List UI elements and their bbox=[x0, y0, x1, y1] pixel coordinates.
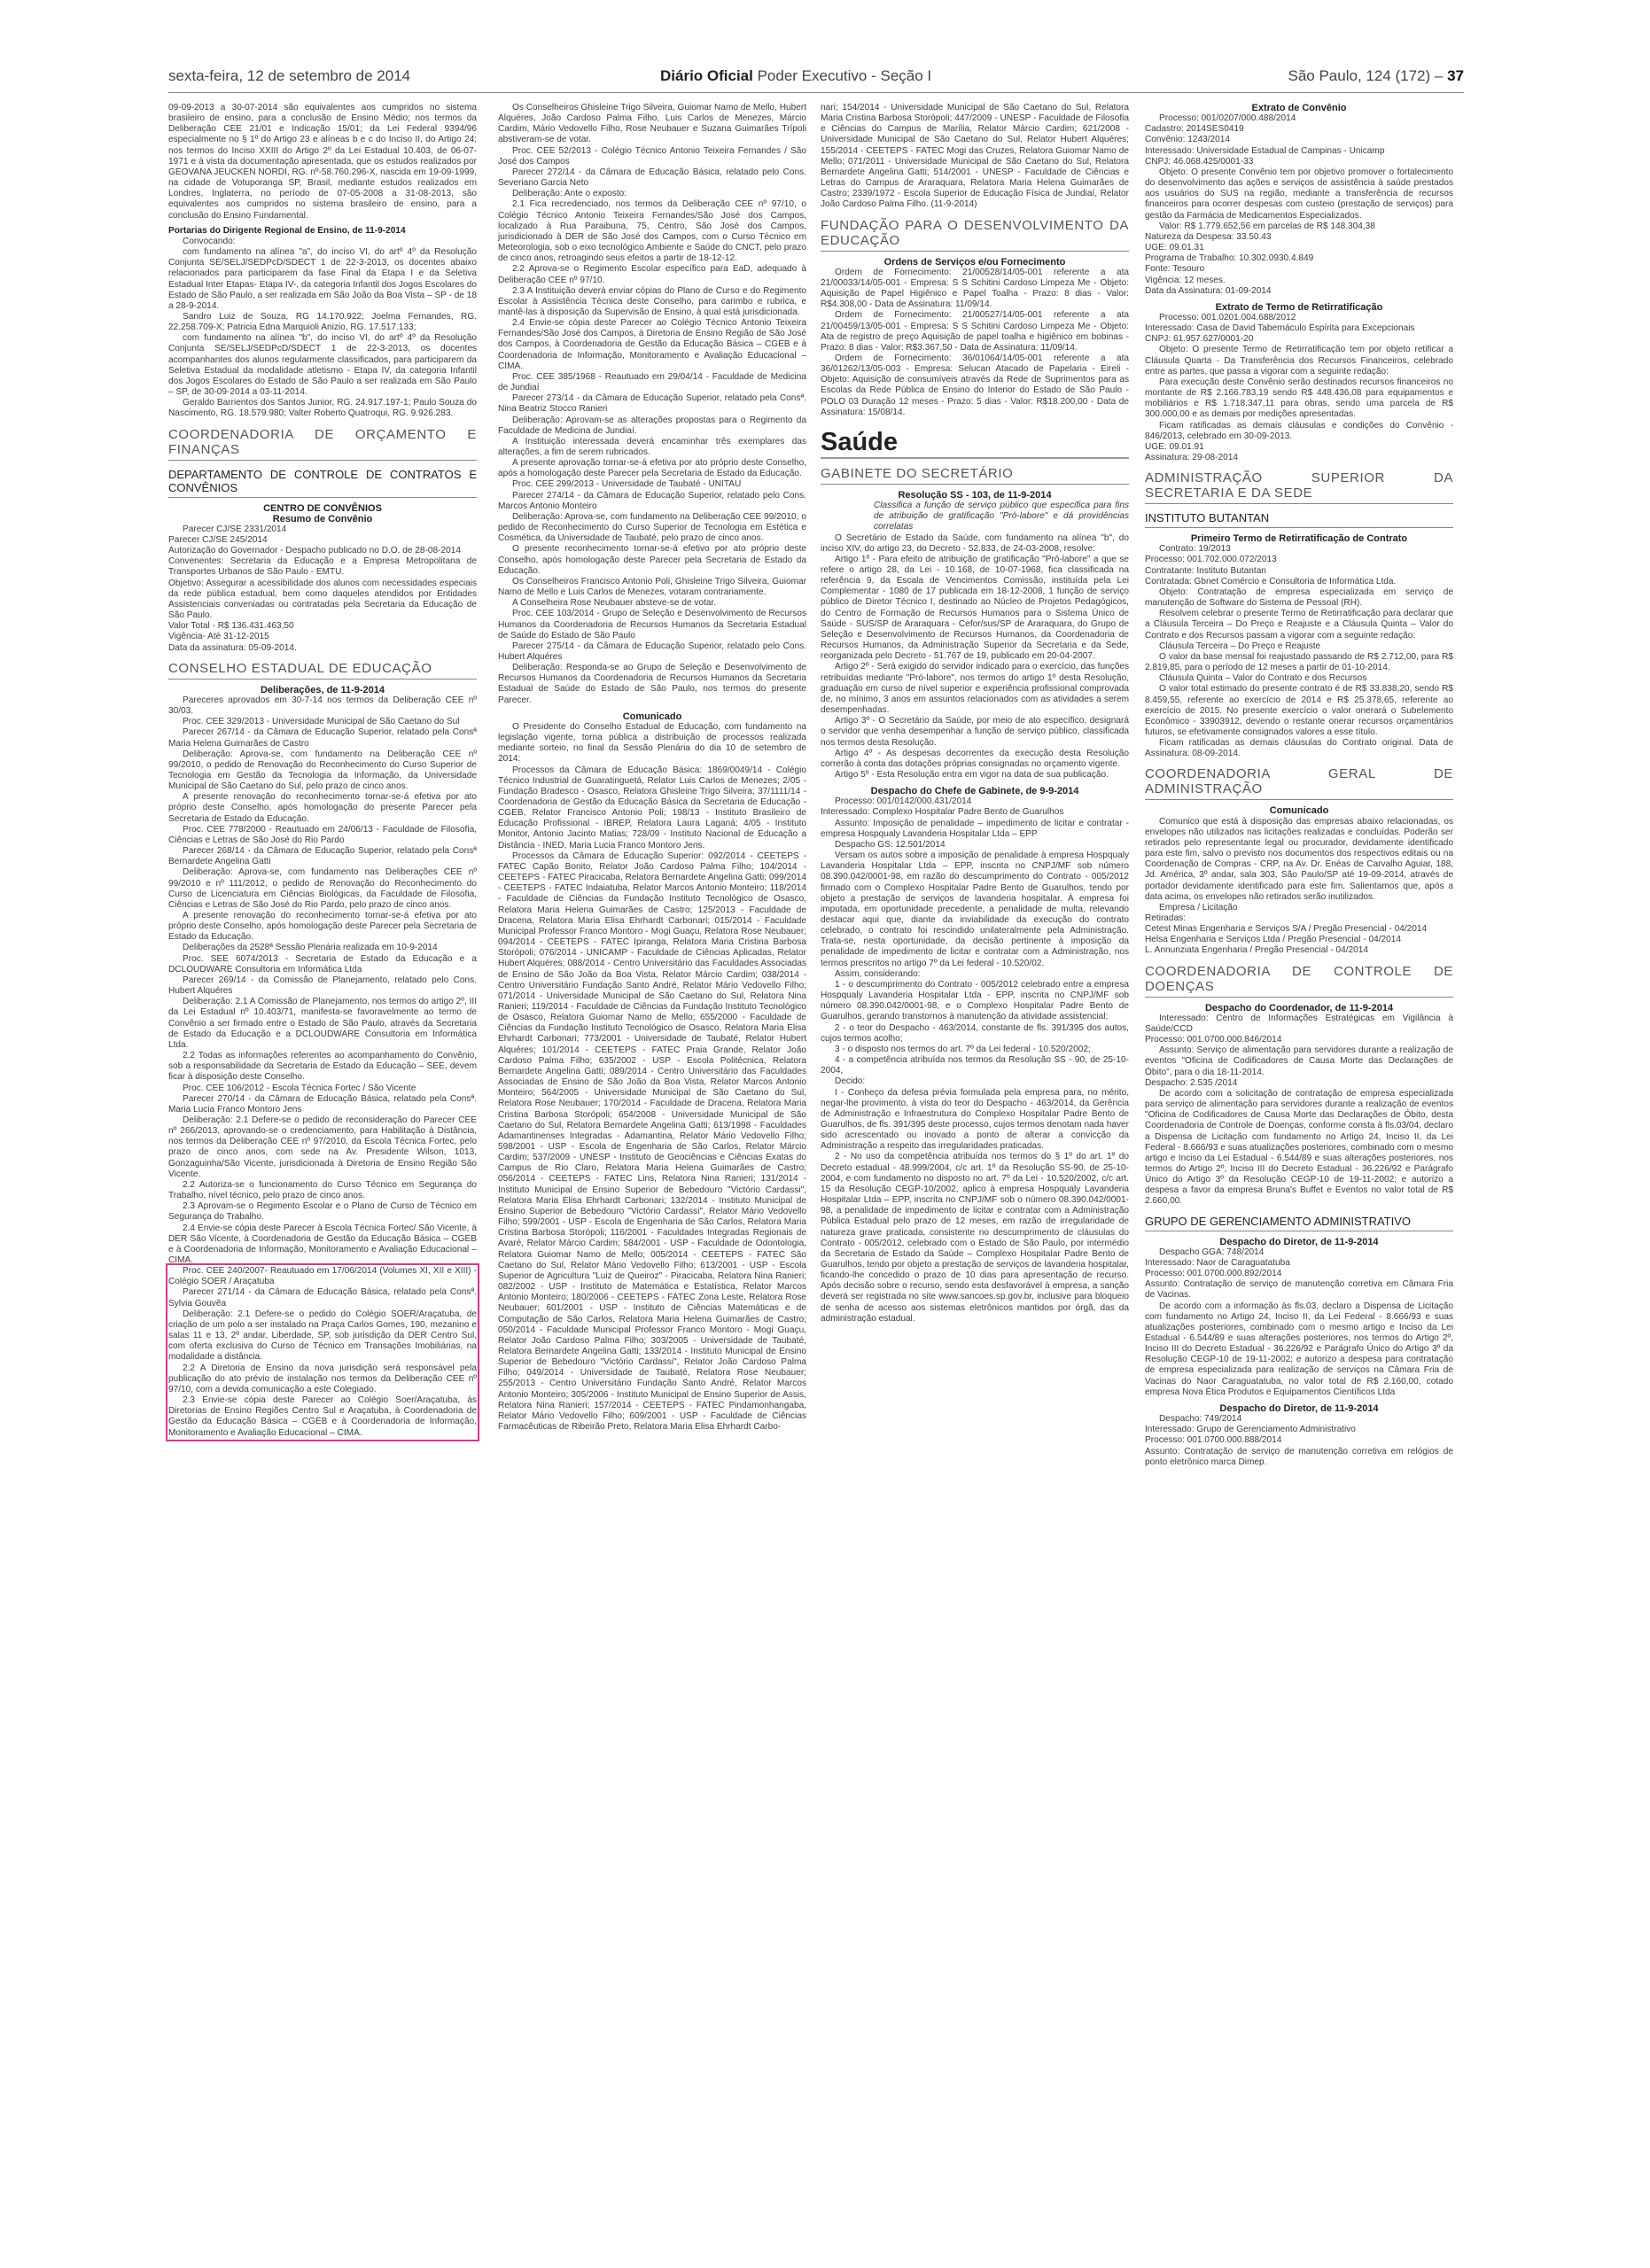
paragraph: Parecer 271/14 - da Câmara de Educação Básica, relatado pela Consª. Sylvia Gouvêa bbox=[168, 1287, 477, 1309]
paragraph: Deliberação: Aprova-se, com fundamento na Deliberação CEE 99/2010, o pedido de Reconhecimento do Curso Superior de Tecnologia em Estética e Cosmética, da Universidade de Taubaté, pelo prazo de cinco anos. bbox=[498, 511, 806, 544]
page-header bbox=[168, 67, 1464, 90]
paragraph: Parecer CJ/SE 2331/2014 Parecer CJ/SE 245/2014 Autorização do Governador - Despacho publicado no D.O. de 28-08-2014 Convenentes: Secretaria da Educação e a Empresa Metropolitana de Transportes Urbanos de São Paulo - EMTU. Objetivo: Assegurar a acessibilidade dos alunos com necessidades especiais da rede pública estadual, bem como daqueles atendidos por Entidades Assistenciais conveniadas ou contratadas pela Secretaria da Educação de São Paulo. Valor Total - R$ 136.431.463,50 Vigência- Até 31-12-2015 Data da assinatura: 05-09-2014. bbox=[168, 524, 477, 653]
paragraph: Parecer 269/14 - da Comissão de Planejamento, relatado pelo Cons. Hubert Alquéres bbox=[168, 975, 477, 997]
paragraph: I - Conheço da defesa prévia formulada pela empresa para, no mérito, negar-lhe provimento, à vista do teor do Despacho - 463/2014, da Gerência de Administração e Infraestrutura do Complexo Hospitalar Padre Bento de Guarulhos, de fls. 391/395 deste processo, cujos termos denotam nada haver sido acrescentado ou inovado a ponto de alterar a convicção da Administração a respeito das irregularidades praticadas. bbox=[821, 1087, 1129, 1152]
paragraph: Deliberação: Ante o exposto: bbox=[512, 189, 627, 199]
edition-info bbox=[1288, 67, 1465, 85]
section-title: CONSELHO ESTADUAL DE EDUCAÇÃO bbox=[168, 661, 477, 680]
subsection-heading: Extrato de Termo de Retirratificação bbox=[1215, 301, 1383, 313]
paragraph: Parecer 273/14 - da Câmara de Educação Superior, relatado pela Consª. Nina Beatriz Stocco Ranieri bbox=[498, 393, 806, 415]
paragraph: Despacho GGA: 748/2014 Interessado: Naor de Caraguatatuba Processo: 001.0700.000.892/2014 Assunto: Contratação de serviço de manutenção corretiva em Câmara Fria de Vacinas. bbox=[1145, 1247, 1453, 1301]
paragraph: Ficam ratificadas as demais cláusulas do Contrato original. Data de Assinatura: 08-09-2014. bbox=[1145, 738, 1453, 759]
paragraph: Cláusula Terceira – Do Preço e Reajuste bbox=[1159, 641, 1321, 651]
subsection-heading: Ordens de Serviços e/ou Fornecimento bbox=[883, 256, 1066, 268]
paragraph: Assunto: Imposição de penalidade – impedimento de licitar e contratar - empresa Hospqualy Lavanderia Hospitalar Ltda – EPP bbox=[821, 818, 1129, 839]
paragraph: 1 - o descumprimento do Contrato - 005/2012 celebrado entre a empresa Hospqualy Lavanderia Hospitalar Ltda - EPP, inscrita no CNPJ/MF sob número 08.390.042/0001-98, e o Complexo Hospitalar Padre Bento de Guarulhos, gerando transtornos à manutenção da atividade assistencial; bbox=[821, 979, 1129, 1022]
subsection-heading: Despacho do Chefe de Gabinete, de 9-9-2014 bbox=[870, 786, 1079, 797]
department-title: DEPARTAMENTO DE CONTROLE DE CONTRATOS E CONVÊNIOS bbox=[168, 468, 477, 498]
paragraph: Empresa / Licitação Retiradas: Cetest Minas Engenharia e Serviços S/A / Pregão Presencial - 04/2014 Helsa Engenharia e Serviços Ltda / Pregão Presencial - 04/2014 L. Annunziata Engenharia / Pregão Presencial - 04/2014 bbox=[1145, 902, 1428, 956]
paragraph: Deliberação: 2.1 A Comissão de Planejamento, nos termos do artigo 2º, III da Lei Estadual nº 10.403/71, manifesta-se favoravelmente ao termo de Convênio a ser firmado entre o Estado de São Paulo, através da Secretaria de Estado da Educação e a DCLOUDWARE Consultoria em Informática Ltda. bbox=[168, 997, 477, 1050]
section-heading: Portarias do Dirigente Regional de Ensino, de 11-9-2014 bbox=[168, 225, 406, 236]
paragraph: Pareceres aprovados em 30-7-14 nos termos da Deliberação CEE nº 30/03. bbox=[168, 695, 477, 717]
publication-section: Poder Executivo - Seção I bbox=[752, 67, 932, 84]
paragraph: Processos da Câmara de Educação Superior: 092/2014 - CEETEPS - FATEC Capão Bonito, Relator João Cardoso Palma Filho; 104/2014 - CEETEPS - FATEC Piracicaba, Relatora Bernardete Angelina Gatti; 099/2014 - CEETEPS - FATEC Indaiatuba, Relator Marcos Antonio Monteiro; 118/2014 - Faculdade de Ciências da Fundação Instituto Tecnológico de Osasco, Relatora Maria Helena Guimarães de Castro; 125/2013 - Faculdade de Dracena, Relatora Maria Elisa Ehrhardt Carbonari; 015/2014 - Faculdade Municipal Professor Franco Montoro - Mogi Guaçu, Relatora Rose Neubauer; 094/2014 - CEETEPS - FATEC Ipiranga, Relatora Maria Cristina Barbosa Storópoli; 076/2014 - UNICAMP - Faculdade de Ciências Aplicadas, Relator Hubert Alquéres; 088/2014 - Centro Universitário das Faculdades Associadas de Ensino de São João da Boa Vista, Relator Márcio Cardim; 038/2014 - Centro Universitário Fundação Santo André, Relator Mário Vedovello Filho; 071/2014 - Universidade Municipal de São Caetano do Sul, Relatora Nina Ranieri; 119/2014 - Faculdade de Ciências da Fundação Instituto Tecnológico de Osasco, Relatora Guiomar Namo de Mello; 655/2000 - Faculdade de Ciências da Fundação Instituto Tecnológico de Osasco, Relatora Maria Elisa Ehrhardt Carbonari; 773/2001 - Universidade de Taubaté, Relator Hubert Alquéres; 101/2014 - CEETEPS - FATEC Praia Grande, Relator João Cardoso Palma Filho; 635/2002 - USP - Escola Politécnica, Relatora Bernardete Angelina Gatti; 089/2014 - Centro Universitário das Faculdades Associadas de Ensino de São João da Boa Vista, Relator Marcos Antonio Monteiro; 564/2005 - Universidade Municipal de São Caetano do Sul, Relatora Rose Neubauer; 170/2014 - Faculdade de Dracena, Relatora Maria Cristina Barbosa Storópoli; 654/2008 - Universidade Municipal de São Caetano do Sul, Relatora Bernardete Angelina Gatti; 613/1998 - Faculdades Adamantinenses Integradas - Adamantina, Relator Mário Vedovello Filho; 598/2001 - USP - Escola de Engenharia de São Carlos, Relator Márcio Cardim; 537/2009 - UNESP - Instituto de Geociências e Ciências Exatas do Campus de Rio Claro, Relatora Maria Helena Guimarães de Castro; 056/2014 - CEETEPS - FATEC Lins, Relatora Nina Ranieri; 131/2014 - Instituto Municipal de Ensino Superior de Bebedouro "Victório Cardassi", Relatora Maria Elisa Ehrhardt Carbonari; 132/2014 - Instituto Municipal de Ensino Superior de Bebedouro "Victório Cardassi", Relator Mário Vedovello Filho; 599/2001 - USP - Escola de Engenharia de São Carlos, Relatora Maria Cristina Barbosa Storópoli; 116/2001 - Faculdades Integradas Regionais de Avaré, Relator Márcio Cardim; 584/2001 - USP - Faculdade de Odontologia, Relatora Guiomar Namo de Mello; 005/2014 - CEETEPS - FATEC São Caetano do Sul, Relator Mário Vedovello Filho; 613/2001 - USP - Escola Superior de Agricultura "Luiz de Queiroz" - Piracicaba, Relatora Nina Ranieri; 082/2002 - USP - Instituto de Matemática e Estatística, Relator Marcos Antonio Monteiro; 180/2006 - CEETEPS - FATEC Zona Leste, Relatora Rose Neubauer; 601/2001 - USP - Instituto de Ciências Matemáticas e de Computação de São Carlos, Relatora Maria Helena Guimarães de Castro; 050/2014 - Faculdade Municipal Professor Franco Montoro - Mogi Guaçu, Relator João Cardoso Palma Filho; 303/2005 - Universidade de Taubaté, Relatora Bernardete Angelina Gatti; 133/2014 - Instituto Municipal de Ensino Superior de Bebedouro "Victório Cardassi", Relator João Cardoso Palma Filho; 049/2014 - Universidade de Taubaté, Relatora Rose Neubauer; 255/2013 - Centro Universitário Fundação Santo André, Relator Marcos Antonio Monteiro; 305/2006 - Instituto Municipal de Ensino Superior de Assis, Relatora Nina Ranieri; 157/2014 - CEETEPS - FATEC Pindamonhangaba, Relator Mário Vedovello Filho; 609/2001 - USP - Faculdade de Ciências Farmacêuticas de Ribeirão Preto, Relatora Maria Elisa Ehrhardt Carbo- bbox=[498, 850, 806, 1433]
subsection-heading: Deliberações, de 11-9-2014 bbox=[260, 684, 385, 695]
paragraph: Artigo 5º - Esta Resolução entra em vigor na data de sua publicação. bbox=[835, 769, 1109, 780]
paragraph: Convocando: bbox=[183, 236, 236, 246]
paragraph: 2.2 Aprova-se o Regimento Escolar específico para EaD, adequado à Deliberação CEE nº 97/10. bbox=[498, 264, 806, 285]
header-rule bbox=[168, 92, 1464, 93]
paragraph: A presente aprovação tornar-se-á efetiva por ato próprio deste Conselho, após a homologação deste Parecer pela Secretaria de Estado da Educação. bbox=[498, 458, 806, 479]
paragraph: Despacho: 749/2014 Interessado: Grupo de Gerenciamento Administrativo Processo: 001.0700.000.888/2014 Assunto: Contratação de serviço de manutenção corretiva em relógios de ponto eletrônico marca Dimep. bbox=[1145, 1414, 1453, 1467]
paragraph: Proc. CEE 329/2013 - Universidade Municipal de São Caetano do Sul bbox=[183, 717, 460, 727]
paragraph: 3 - o disposto nos termos do art. 7º da Lei federal - 10.520/2002; bbox=[835, 1044, 1091, 1054]
paragraph: Processo: 001/0207/000.488/2014 Cadastro: 2014SES0419 Convênio: 1243/2014 Interessado: Universidade Estadual de Campinas - Unicamp CNPJ: 46.068.425/0001-33 bbox=[1145, 113, 1385, 167]
paragraph: Parecer 267/14 - da Câmara de Educação Superior, relatado pela Consª Maria Helena Guimarães de Castro bbox=[168, 727, 477, 749]
department-title: INSTITUTO BUTANTAN bbox=[1145, 511, 1453, 528]
publication-name bbox=[660, 67, 931, 85]
paragraph: Deliberação: Aprovam-se as alterações propostas para o Regimento da Faculdade de Medicina de Jundiaí. bbox=[498, 415, 806, 436]
paragraph: Cláusula Quinta – Valor do Contrato e dos Recursos bbox=[1159, 673, 1367, 684]
paragraph: Proc. CEE 106/2012 - Escola Técnica Fortec / São Vicente bbox=[183, 1083, 416, 1093]
paragraph: Assunto: Serviço de alimentação para servidores durante a realização de eventos "Oficina de Codificadores de Causa Morte das Declarações de Óbito", para o dia 18-11-2014. Despacho: 2.535 /2014 bbox=[1145, 1045, 1453, 1088]
paragraph: Processo: 001/0142/000.431/2014 Interessado: Complexo Hospitalar Padre Bento de Guarulhos bbox=[821, 796, 1064, 818]
chapter-title: Saúde bbox=[821, 427, 1129, 459]
paragraph: Deliberação: Responda-se ao Grupo de Seleção e Desenvolvimento de Recursos Humanos da Coordenadoria de Recursos Humanos da Secretaria Estadual de Saúde do Estado de São Paulo, nos termos do presente Parecer. bbox=[498, 663, 806, 705]
paragraph: De acordo com a solicitação de contratação de empresa especializada para serviço de alimentação para servidores durante a realização de eventos "Oficina de Codificadores de Causa Morte das Declarações de Óbito, desta Coordenadoria de Controle de Doenças, conforme consta à fls.03/04, declaro a Dispensa de Licitação com fundamento no Artigo 24, Inciso II, da Lei Federal - 8.666/93 e suas atualizações posteriores, combinado com o mesmo artigo e Inciso da Lei Estadual - 6.544/89 e suas alterações posteriores, nos termos do Artigo 2º, Inciso III do Decreto Estadual - 36.226/92 e Parágrafo Único do Artigo 3º da Resolução CEGP-10 de 19-11-2002; e autorizo a despesa a favor da empresa Bruna's Buffet e Eventos no valor total de R$ 2.660,00. bbox=[1145, 1088, 1453, 1207]
paragraph: 2 - o teor do Despacho - 463/2014, constante de fls. 391/395 dos autos, cujos termos acolho; bbox=[821, 1022, 1129, 1044]
paragraph: Objeto: Contratação de empresa especializada em serviço de manutenção de Software do Sistema de Pessoal (RH). bbox=[1145, 586, 1453, 609]
column-2 bbox=[498, 103, 806, 1433]
paragraph: 2.1 Fica recredenciado, nos termos da Deliberação CEE nº 97/10, o Colégio Técnico Antonio Teixeira Fernandes/São José dos Campos, localizado à Rua Paraibuna, 75, Centro, São José dos Campos, jurisdicionado à DER de São José dos Campos, com o Curso Técnico em Meteorologia, sob o eixo tecnológico Ambiente e Saúde do CNCT, pelo prazo de cinco anos, retroagindo seus efeitos a partir de 18-12-12. bbox=[498, 199, 806, 264]
paragraph: Os Conselheiros Ghisleine Trigo Silveira, Guiomar Namo de Mello, Hubert Alquéres, João Cardoso Palma Filho, Luis Carlos de Menezes, Márcio Cardim, Mário Vedovello Filho, Rose Neubauer e Suzana Guimarães Trípoli abstiveram-se de votar. bbox=[498, 103, 806, 145]
paragraph: O Presidente do Conselho Estadual de Educação, com fundamento na legislação vigente, torna pública a distribuição de processos realizada mediante sorteio, no final da Sessão Plenária do dia 10 de setembro de 2014: bbox=[498, 721, 806, 765]
subsection-heading: Resolução SS - 103, de 11-9-2014 bbox=[898, 489, 1052, 501]
paragraph: Deliberação: Aprova-se, com fundamento na Deliberação CEE nº 99/2010, o pedido de Renovação do Reconhecimento do Curso Superior de Tecnologia em Gestão da Tecnologia da Informação, da Universidade Municipal de São Caetano do Sul, pelo prazo de cinco anos. bbox=[168, 749, 477, 792]
paragraph: 2.4 Envie-se cópia deste Parecer ao Colégio Técnico Antonio Teixeira Fernandes/São José dos Campos, à Diretoria de Ensino Região de São José dos Campos, à Coordenadoria de Gestão da Educação Básica – CGEB e à Coordenadoria de Informação, Monitoramento e Avaliação Educacional – CIMA. bbox=[498, 318, 806, 371]
subsection-heading: Despacho do Diretor, de 11-9-2014 bbox=[1219, 1402, 1379, 1414]
paragraph: Contrato: 19/2013 Processo: 001.702.000.072/2013 Contratante: Instituto Butantan Contratada: Gbnet Comércio e Consultoria de Informática Ltda. bbox=[1145, 544, 1397, 586]
paragraph: Artigo 4º - As despesas decorrentes da execução desta Resolução correrão à conta das dotações próprias consignadas no orçamento vigente. bbox=[821, 748, 1129, 769]
paragraph: Processos da Câmara de Educação Básica: 1869/0049/14 - Colégio Técnico Industrial de Guaratinguetá, Relator Luis Carlos de Menezes; 2/05 - Fundação Bradesco - Osasco, Relatora Ghisleine Trigo Silveira; 37/1111/14 - Coordenadoria de Gestão da Educação Básica da Secretaria de Educação - CGEB, Relator Francisco Antonio Poli; 198/13 - Instituto Brasileiro de Educação Profissional - IBREP, Relatora Laura Laganá; 4/05 - Instituto Monitor, Antonio Jacinto Matias; 728/09 - Instituto Nacional de Educação a Distância - INED, Maria Lucia Franco Montoro Jens. bbox=[498, 765, 806, 850]
paragraph: Geraldo Barrientos dos Santos Junior, RG. 24.917.197-1; Paulo Souza do Nascimento, RG. 18.579.980; Valter Roberto Quatroqui, RG. 9.926.283. bbox=[168, 398, 477, 419]
publication-title: Diário Oficial bbox=[660, 67, 753, 84]
paragraph: Para execução deste Convênio serão destinados recursos financeiros no montante de R$ 2.166.783,19 sendo R$ 448.436,08 para equipamentos e mobiliários e R$ 1.718.347,11 para obras, sendo uma parcela de R$ 300.000,00 e as demais por medições apresentadas. bbox=[1145, 377, 1453, 420]
paragraph: com fundamento na alínea "b", do inciso VI, do artº 4º da Resolução Conjunta SE/SELJ/SEDPcD/SDECT 1 de 22-3-2013, os docentes acompanhantes dos alunos regularmente classificados, para participarem da Seletiva Estadual da modalidade atletismo - Etapa IV, da categoria Infantil dos Jogos Escolares do Estado de São Paulo a ser realizada em São Paulo – SP, de 30-09-2014 a 03-11-2014. bbox=[168, 333, 477, 398]
column-1 bbox=[168, 103, 477, 1439]
paragraph: com fundamento na alínea "a", do inciso VI, do artº 4º da Resolução Conjunta SE/SELJ/SEDPcD/SDECT 1 de 22-3-2013, os docentes abaixo relacionados para participarem da fase Final da Etapa I e da Seletiva Estadual Inter Etapas- Etapa IV-, da categoria Infantil dos Jogos Escolares do Estado de São Paulo, a ser realizada em São João da Boa Vista – SP - de 18 a 28-9-2014. bbox=[168, 247, 477, 311]
paragraph: Ordem de Fornecimento: 36/01064/14/05-001 referente a ata 36/01262/13/05-003 - Empresa: Selucan Atacado de Papelaria - Eireli - Objeto: Aquisição de consumíveis através da Rede de Suprimentos para as Escolas da Rede Pública de Ensino do Interior do Estado de São Paulo - POLO 03 Duração 12 meses - Prazo: 5 dias - Valor: R$18.200,00 - Data de Assinatura: 15/08/14. bbox=[821, 353, 1129, 417]
paragraph: nari; 154/2014 - Universidade Municipal de São Caetano do Sul, Relatora Maria Cristina Barbosa Storópoli; 447/2009 - UNESP - Faculdade de Filosofia e Ciências do Campus de Marília, Relator Márcio Cardim; 621/2008 - Universidade Municipal de São Caetano do Sul, Relator Hubert Alquéres; 155/2014 - CEETEPS - FATEC Mogi das Cruzes, Relatora Guiomar Namo de Mello; 071/2011 - Universidade Municipal de São Caetano do Sul, Relatora Bernardete Angelina Gatti; 514/2001 - UNESP - Faculdade de Ciências e Letras do Campus de Araraquara, Relatora Maria Helena Guimarães de Castro; 2339/1972 - Escola Superior de Educação Física de Jundiaí, Relator João Cardoso Palma Filho. (11-9-2014) bbox=[821, 103, 1129, 210]
paragraph: 2.3 Envie-se cópia deste Parecer ao Colégio Soer/Araçatuba, às Diretorias de Ensino Regiões Centro Sul e Araçatuba, à Coordenadoria de Gestão da Educação Básica – CGEB e à Coordenadoria de Informação, Monitoramento e Avaliação Educacional – CIMA. bbox=[168, 1395, 477, 1438]
paragraph: 4 - a competência atribuída nos termos da Resolução SS - 90, de 25-10-2004, bbox=[821, 1055, 1129, 1076]
paragraph: Proc. CEE 778/2000 - Reautuado em 24/06/13 - Faculdade de Filosofia, Ciências e Letras de São José do Rio Pardo bbox=[168, 824, 477, 845]
subsection-heading: Primeiro Termo de Retirratificação de Contrato bbox=[1190, 533, 1408, 545]
paragraph: A presente renovação do reconhecimento tornar-se-á efetiva por ato próprio deste Conselho, após homologação deste Parecer pela Secretaria de Estado da Educação. bbox=[168, 911, 477, 943]
paragraph: Parecer 272/14 - da Câmara de Educação Básica, relatado pelo Cons. Severiano Garcia Neto bbox=[498, 167, 806, 189]
paragraph: De acordo com a informação às fls.03, declaro a Dispensa de Licitação com fundamento no Artigo 24, Inciso II, da Lei Federal - 8.666/93 e suas atualizações posteriores, combinado com o mesmo artigo e Inciso da Lei Estadual - 6.544/89 e suas alterações posteriores, nos termos do Artigo 2º, Inciso III do Decreto Estadual - 36.226/92 e Parágrafo Único do Artigo 3º da Resolução CEGP-10 de 19-11-2002; e autorizo a despesa para contratação de empresa especializada para realização de serviços na Câmara Fria de Vacinas do Naor Caraguatatuba, no valor total de R$ 2.160,00, cotado empresa Nova Ética Produtos e Equipamentos Científicos Ltda bbox=[1145, 1301, 1453, 1397]
paragraph: O presente reconhecimento tornar-se-á efetivo por ato próprio deste Conselho, após homologação deste Parecer pela Secretaria de Estado da Educação. bbox=[498, 544, 806, 576]
paragraph: Objeto: O presente Termo de Retirratificação tem por objeto retificar a Cláusula Quarta - Da Transferência dos Recursos Financeiros, celebrado entre as partes, que passa a vigorar com a seguinte redação: bbox=[1145, 345, 1453, 377]
column-3 bbox=[821, 103, 1129, 1324]
paragraph: Proc. CEE 240/2007- Reautuado em 17/06/2014 (Volumes XI, XII e XIII) - Colégio SOER / Araçatuba bbox=[168, 1266, 477, 1287]
issue-date: sexta-feira, 12 de setembro de 2014 bbox=[168, 67, 411, 84]
paragraph: Versam os autos sobre a imposição de penalidade à empresa Hospqualy Lavanderia Hospitalar Ltda – EPP, inscrita no CNPJ/MF sob número 08.390.042/0001-98, em razão do descumprimento do Contrato - 005/2012 firmado com o Complexo Hospitalar Padre Bento de Guarulhos, tendo por objeto a prestação de serviços de lavanderia hospitalar. À empresa foi imputada, em oportunidade precedente, a penalidade de multa, relevando destacar aqui que, diante da inviabilidade da execução do contrato celebrado, o contrato foi rescindido unilateralmente pela Administração. Trata-se, nesta oportunidade, da decisão pertinente à imposição da penalidade de impedimento de licitar e contratar com a Administração, nos termos prescritos no artigo 7º da Lei federal - 10.520/02. bbox=[821, 850, 1129, 968]
section-title: COORDENADORIA DE CONTROLE DE DOENÇAS bbox=[1145, 964, 1453, 998]
paragraph: Sandro Luiz de Souza, RG 14.170.922; Joelma Fernandes, RG. 22.258.709-X; Patricia Edna Marquioli Anizio, RG. 17.517.133; bbox=[168, 311, 477, 333]
paragraph: Processo: 001.0201.004.688/2012 Interessado: Casa de David Tabernáculo Espírita para Excepcionais CNPJ: 61.957.627/0001-20 bbox=[1145, 312, 1415, 345]
subsection-heading: Extrato de Convênio bbox=[1251, 103, 1347, 113]
subsection-heading: Despacho do Coordenador, de 11-9-2014 bbox=[1204, 1002, 1394, 1014]
paragraph: 2.2 A Diretoria de Ensino da nova jurisdição será responsável pela publicação do ato prévio de instalação nos termos da Deliberação CEE nº 97/10, com a devida comunicação a este Colegiado. bbox=[168, 1363, 477, 1394]
paragraph: Resolvem celebrar o presente Termo de Retirratificação para declarar que a Cláusula Terceira – Do Preço e Reajuste e a Cláusula Quinta – Valor do Contrato e dos Recursos passam a vigorar com a seguinte redação: bbox=[1145, 609, 1453, 641]
section-title: COORDENADORIA DE ORÇAMENTO E FINANÇAS bbox=[168, 427, 477, 461]
paragraph: Artigo 3º - O Secretário da Saúde, por meio de ato específico, designará o servidor que venha desempenhar a função de serviço público, classificada nos termos desta Resolução. bbox=[821, 716, 1129, 748]
resolution-summary: Classifica a função de serviço público que especifica para fins de atribuição de gratificação "Pró-labore" e dá providências correlatas bbox=[874, 501, 1129, 532]
paragraph: Proc. CEE 52/2013 - Colégio Técnico Antonio Teixeira Fernandes / São José dos Campos bbox=[498, 145, 806, 167]
subsection-heading: CENTRO DE CONVÊNIOS bbox=[263, 502, 382, 514]
paragraph: Parecer 268/14 - da Câmara de Educação Superior, relatado pela Consª Bernardete Angelina Gatti bbox=[168, 846, 477, 867]
paragraph: 2.2 Autoriza-se o funcionamento do Curso Técnico em Segurança do Trabalho, nível técnico, pelo prazo de cinco anos. bbox=[168, 1179, 477, 1201]
paragraph: 2.3 A Instituição deverá enviar cópias do Plano de Curso e do Regimento Escolar à Assistência Técnica deste Conselho, para carimbo e rubrica, e mantê-las à disposição da Supervisão de Ensino, à qual está jurisdicionada. bbox=[498, 285, 806, 317]
paragraph: A Instituição interessada deverá encaminhar três exemplares das alterações, a fim de serem rubricados. bbox=[498, 436, 806, 457]
paragraph: O Secretário de Estado da Saúde, com fundamento na alínea "b", do inciso XIV, do artigo 23, do Decreto - 52.833, de 24-03-2008, resolve: bbox=[821, 532, 1129, 554]
paragraph: Proc. CEE 299/2013 - Universidade de Taubaté - UNITAU bbox=[512, 479, 742, 490]
paragraph: Ordem de Fornecimento: 21/00527/14/05-001 referente a ata 21/00459/13/05-001 - Empresa: S S Schitini Cardoso Limpeza Me - Objeto: Ata de registro de preço Aquisição de papel toalha e higiênico em bobinas - Prazo: 8 dias - Valor: R$3.367,50 - Data de Assinatura: 11/09/14. bbox=[821, 310, 1129, 353]
paragraph: 2.3 Aprovam-se o Regimento Escolar e o Plano de Curso de Técnico em Segurança do Trabalho. bbox=[168, 1201, 477, 1223]
subsection-heading: Comunicado bbox=[622, 711, 682, 722]
paragraph: Interessado: Centro de Informações Estratégicas em Vigilância à Saúde/CCD Processo: 001.0700.000.846/2014 bbox=[1145, 1013, 1453, 1045]
paragraph: Assim, considerando: bbox=[835, 968, 921, 979]
highlighted-block bbox=[168, 1266, 477, 1439]
paragraph: Os Conselheiros Francisco Antonio Poli, Ghisleine Trigo Silveira, Guiomar Namo de Mello e Luis Carlos de Menezes, votaram contrariamente. bbox=[498, 576, 806, 598]
paragraph: Proc. SEE 6074/2013 - Secretaria de Estado da Educação e a DCLOUDWARE Consultoria em Informática Ltda bbox=[168, 953, 477, 975]
paragraph: Deliberação: 2.1 Defere-se o pedido do Colégio SOER/Araçatuba, de criação de um polo a ser instalado na Praça Carlos Gomes, 190, mezanino e salas 11 e 13, 2º andar, Liberdade, SP, sob jurisdição da DER Centro Sul, com oferta exclusiva do Curso de Técnico em Transações Imobiliárias, na modalidade a distância. bbox=[168, 1309, 477, 1363]
section-title: GABINETE DO SECRETÁRIO bbox=[821, 466, 1129, 485]
paragraph: Ordem de Fornecimento: 21/00528/14/05-001 referente a ata 21/00033/14/05-001 - Empresa: S S Schitini Cardoso Limpeza Me - Objeto: Aquisição de Papel Higiênico e Papel Toalha - Prazo: 8 dias - Valor: R$4.308,00 - Data de Assinatura: 11/09/14. bbox=[821, 267, 1129, 310]
paragraph: A Conselheira Rose Neubauer absteve-se de votar. bbox=[512, 598, 717, 609]
paragraph: O valor total estimado do presente contrato é de R$ 33.838,20, sendo R$ 8.459,55, referente ao exercício de 2014 e R$ 25.378,65, referente ao exercício de 2015. No presente exercício o valor onerará o Subelemento Econômico - 33903912, devendo o restante onerar recursos orçamentários futuros, se efetivamente consignados valores a esse título. bbox=[1145, 684, 1453, 737]
paragraph: 09-09-2013 a 30-07-2014 são equivalentes aos cumpridos no sistema brasileiro de ensino, para a conclusão de Ensino Médio; nos termos da Deliberação CEE 21/01 e Indicação 15/01; da Lei Federal 9394/96 especialmente no § 1º do Artigo 23 e alíneas b e c do Inciso II, do Artigo 24; nos termos do Inciso XXIII do Artigo 2º da Lei Estadual 10.403, de 06-07-1971 e à vista da documentação apresentada, que os estudos realizados por GEOVANA JEUCKEN NORDI, RG. nº-58.760.296-X, nascida em 19-09-1999, na cidade de Votuporanga SP, Brasil, mediante estudos realizados em Londres, Inglaterra, no período de 07-05-2008 a 31-08-2013, são equivalentes aos cumpridos no sistema brasileiro de ensino, para a conclusão do Ensino Fundamental. bbox=[168, 103, 477, 221]
paragraph: 2.2 Todas as informações referentes ao acompanhamento do Convênio, sob a responsabilidade da Secretaria de Estado da Educação – SEE, devem ficar à disposição deste Conselho. bbox=[168, 1051, 477, 1083]
subsection-heading: Resumo de Convênio bbox=[272, 513, 373, 524]
paragraph: Proc. CEE 103/2014 - Grupo de Seleção e Desenvolvimento de Recursos Humanos da Coordenadoria de Recursos Humanos da Secretaria Estadual de Saúde do Estado de São Paulo bbox=[498, 609, 806, 641]
page-number: 37 bbox=[1447, 67, 1464, 84]
paragraph: A presente renovação do reconhecimento tornar-se-á efetiva por ato próprio deste Conselho, após homologação do presente Parecer pela Secretaria de Estado da Educação. bbox=[168, 792, 477, 824]
department-title: GRUPO DE GERENCIAMENTO ADMINISTRATIVO bbox=[1145, 1215, 1453, 1231]
paragraph: Deliberação: Aprova-se, com fundamento nas Deliberações CEE nº 99/2010 e nº 111/2012, o pedido de Renovação do Reconhecimento do Curso de Licenciatura em Ciências Biológicas, da Faculdade de Filosofia, Ciências e Letras de São José do Rio Pardo, pelo prazo de cinco anos. bbox=[168, 867, 477, 910]
paragraph: Despacho GS: 12.501/2014 bbox=[835, 839, 946, 850]
paragraph: Proc. CEE 385/1968 - Reautuado em 29/04/14 - Faculdade de Medicina de Jundiaí bbox=[498, 371, 806, 393]
paragraph: Parecer 274/14 - da Câmara de Educação Superior, relatado pelo Cons. Marcos Antonio Monteiro bbox=[498, 490, 806, 511]
paragraph: Comunico que está à disposição das empresas abaixo relacionadas, os envelopes não utilizados nas licitações realizadas e concluídas. Poderão ser retirados pelo representante legal ou procurador, devidamente identificado para este fim, salvo o previsto nos documentos dos respectivos editais ou na Coordenação de Compras - CRP, na Av. Dr. Enéas de Carvalho Aguiar, 188, Jd. América, 3º andar, sala 303, São Paulo/SP até 19-09-2014, através de portador devidamente identificado para este fim. Salientamos que, após a data acima, os envelopes não retirados serão inutilizados. bbox=[1145, 816, 1453, 902]
paragraph: Objeto: O presente Convênio tem por objetivo promover o fortalecimento do desenvolvimento das ações e serviços de assistência à saúde prestados aos usuários do SUS na região, mediante a transferência de recursos financeiros para ocorrer despesas com custeio (prestação de serviços) para gestão da Farmácia de Medicamentos Especializados. bbox=[1145, 167, 1453, 221]
paragraph: Deliberações da 2528ª Sessão Plenária realizada em 10-9-2014 bbox=[183, 943, 438, 953]
paragraph: 2.4 Envie-se cópia deste Parecer à Escola Técnica Fortec/ São Vicente, à DER São Vicente, à Coordenadoria de Gestão da Educação Básica – CGEB e à Coordenadoria de Informação, Monitoramento e Avaliação Educacional – CIMA. bbox=[168, 1223, 477, 1265]
paragraph: Parecer 275/14 - da Câmara de Educação Superior, relatado pelo Cons. Hubert Alquéres bbox=[498, 641, 806, 662]
column-4 bbox=[1145, 103, 1453, 1468]
subsection-heading: Despacho do Diretor, de 11-9-2014 bbox=[1219, 1236, 1379, 1247]
paragraph: 2 - No uso da competência atribuída nos termos do § 1º do art. 1º do Decreto estadual - 48.999/2004, c/c art. 1º da Resolução SS-90, de 25-10-2004, e com fundamento no disposto no art. 7º da Lei - 10.520/2002, c/c art. 15 da Resolução CEGP-10/2002, aplico à empresa Hospqualy Lavanderia Hospitalar Ltda – EPP, inscrita no CNPJ/MF sob o número 08.390.042/0001-98, a penalidade de impedimento de licitar e contratar com a Administração Pública Estadual pelo prazo de 12 meses, em razão de irregularidade de natureza grave praticada, consistente no descumprimento de cláusulas do Contrato - 005/2012, celebrado com o Estado de São Paulo, por intermédio da Secretaria de Estado da Saúde – Complexo Hospitalar Padre Bento de Guarulhos, tendo por objeto a prestação de serviços de lavanderia hospitalar, ficando-lhe concedido o prazo de 10 dias para apresentação de recurso. Após decisão sobre o recurso, sendo esta desfavorável à empresa, a sanção deverá ser registrada no site www.sancoes.sp.gov.br, inclusive para bloqueio de senha de acesso aos sistemas eletrônicos mantidos por órgã, das da administração estadual. bbox=[821, 1152, 1129, 1324]
section-title: FUNDAÇÃO PARA O DESENVOLVIMENTO DA EDUCAÇÃO bbox=[821, 218, 1129, 252]
paragraph: Valor: R$ 1.779.652,56 em parcelas de R$ 148.304,38 Natureza da Despesa: 33.50.43 UGE: 09.01.31 Programa de Trabalho: 10.302.0930.4.849 Fonte: Tesouro Vigência: 12 meses. Data da Assinatura: 01-09-2014 bbox=[1145, 221, 1375, 296]
section-title: ADMINISTRAÇÃO SUPERIOR DA SECRETARIA E DA SEDE bbox=[1145, 470, 1453, 504]
paragraph: Ficam ratificadas as demais cláusulas e condições do Convênio - 846/2013, celebrado em 30-09-2013. UGE: 09.01.91 Assinatura: 29-08-2014 bbox=[1145, 420, 1453, 462]
paragraph: O valor da base mensal foi reajustado passando de R$ 2.712,00, para R$ 2.819,85, para o período de 12 meses a partir de 01-10-2014. bbox=[1145, 651, 1453, 673]
edition-city: São Paulo, 124 (172) – bbox=[1288, 67, 1448, 84]
paragraph: Artigo 2º - Será exigido do servidor indicado para o exercício, das funções retribuídas mediante "Pró-labore", nos termos do artigo 1º desta Resolução, graduação em curso de nível superior e experiência profissional comprovada de, no mínimo, 3 anos em assuntos relacionados com as atividades a serem desempenhadas. bbox=[821, 662, 1129, 716]
section-title: COORDENADORIA GERAL DE ADMINISTRAÇÃO bbox=[1145, 766, 1453, 800]
paragraph: Parecer 270/14 - da Câmara de Educação Básica, relatado pela Consª. Maria Lucia Franco Montoro Jens bbox=[168, 1093, 477, 1115]
paragraph: Artigo 1º - Para efeito de atribuição de gratificação "Pró-labore" a que se refere o artigo 28, da Lei - 10.168, de 10-07-1968, fica classificada na referência 9, da Escala de Vencimentos Comissão, instituída pela Lei Complementar - 1080 de 17 publicada em 18-12-2008, 1 função de serviço público de Diretor Técnico I, destinado ao Núcleo de Projetos Pedagógicos, do Centro de Formação de Recursos Humanos para o Sistema Único de Saúde - SUS/SP de Araraquara - Cefor/sus/SP de Araraquara, do Grupo de Seleção e Desenvolvimento de Recursos Humanos, da Coordenadoria de Recursos Humanos, da Administração Superior da Secretaria e da Sede, reorganizada pelo Decreto - 51.767 de 19, publicado em 20-04-2007. bbox=[821, 554, 1129, 662]
subsection-heading: Comunicado bbox=[1269, 805, 1329, 817]
paragraph: Deliberação: 2.1 Defere-se o pedido de reconsideração do Parecer CEE nº 266/2013, aprovando-se o credenciamento, para Habilitação à Distância, nos termos da Deliberação CEE nº 97/2010, da Escola Técnica Fortec, pelo prazo de cinco anos, com sede na Av. Presidente Wilson, 1013, Gonzaguinha/São Vicente, jurisdicionada à Diretoria de Ensino Região São Vicente. bbox=[168, 1115, 477, 1179]
paragraph: Decido: bbox=[835, 1076, 866, 1087]
